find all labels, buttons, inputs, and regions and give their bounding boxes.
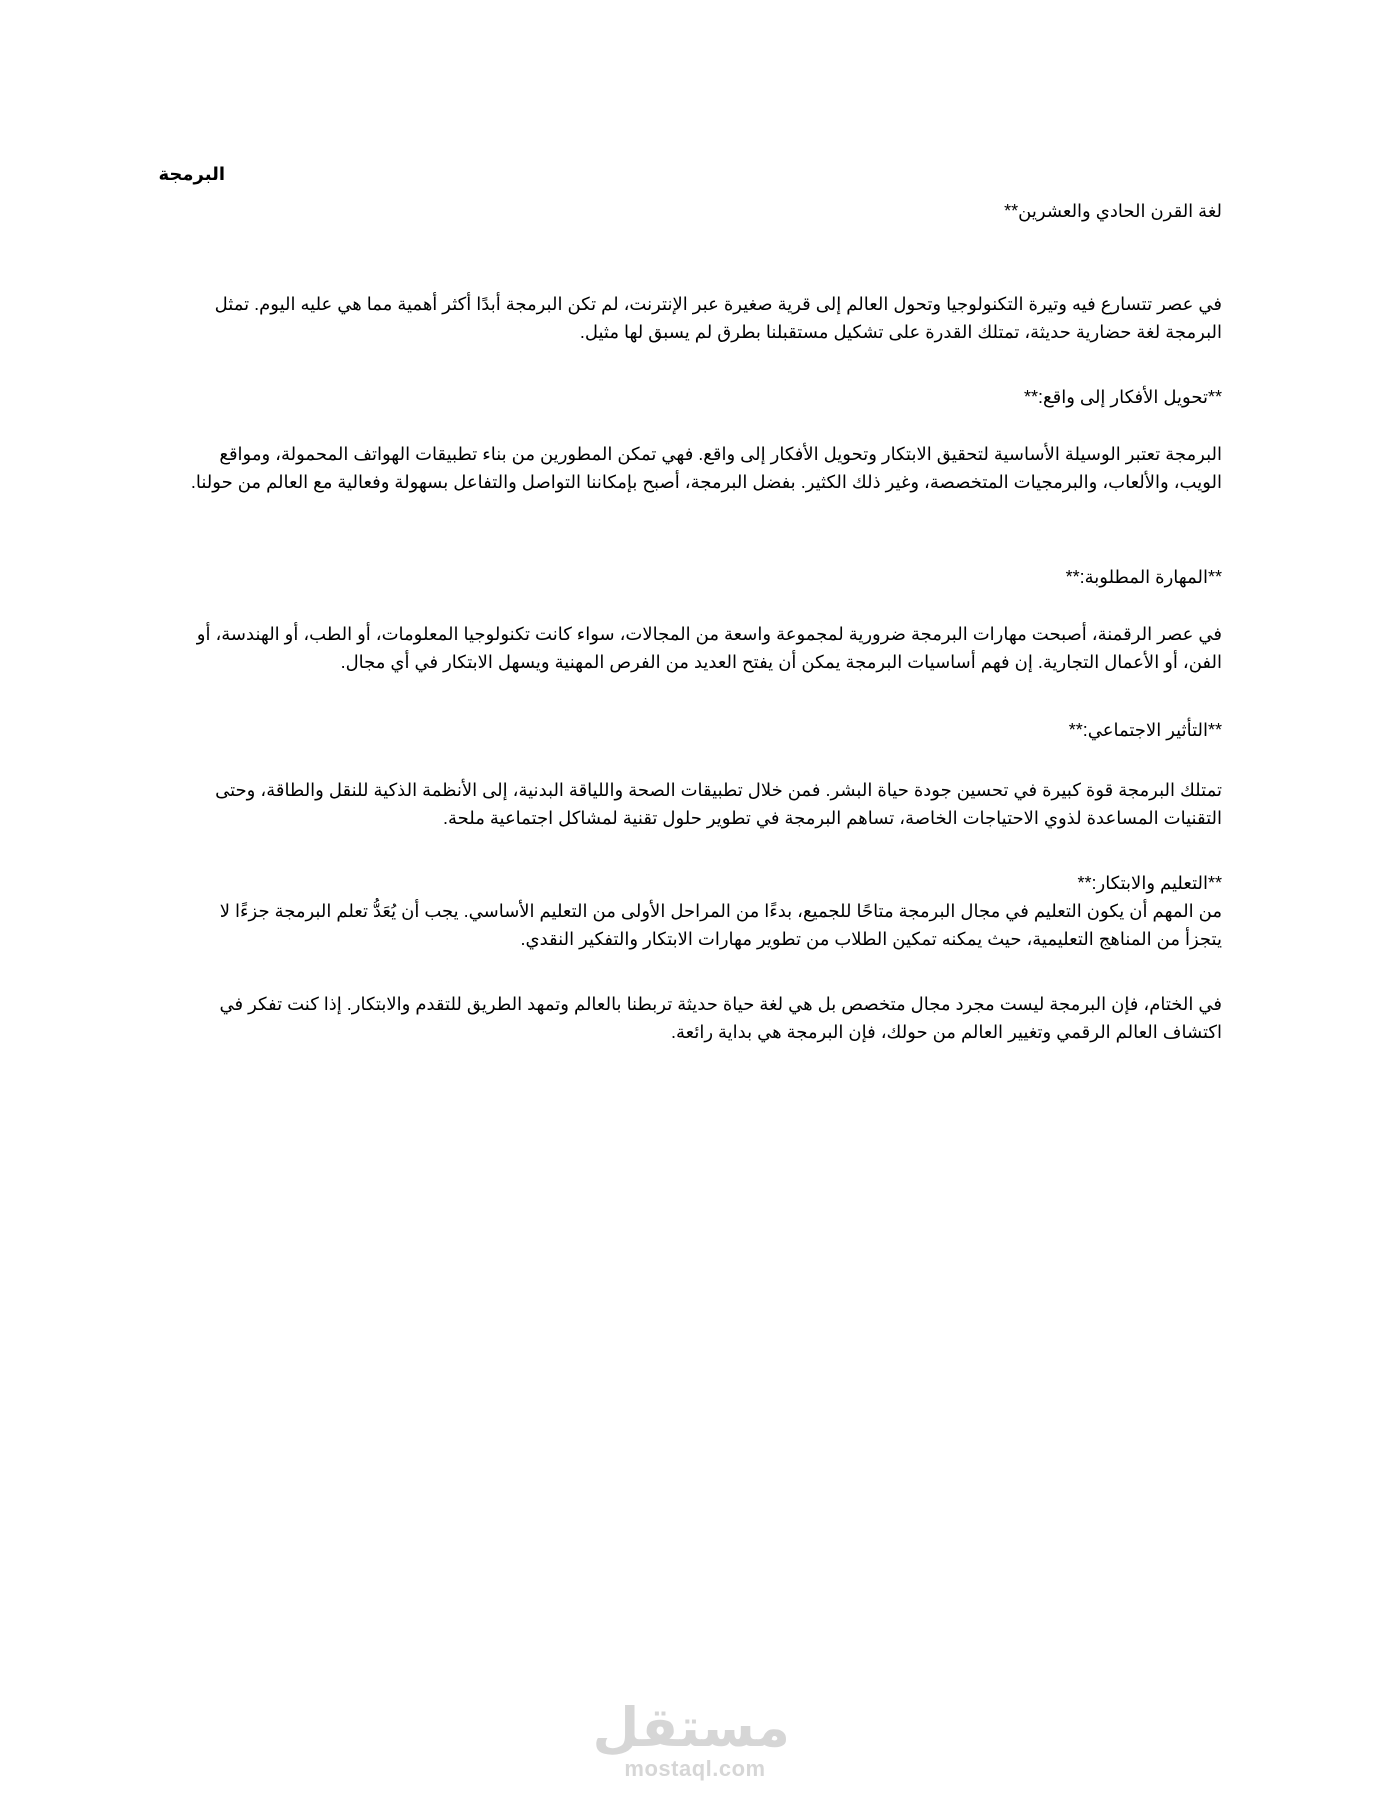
watermark-url: mostaql.com (624, 1756, 766, 1781)
section-heading-skill: **المهارة المطلوبة:** (1065, 567, 1222, 587)
watermark-logo-text: مستقل (592, 1696, 790, 1759)
mostaql-watermark (592, 1696, 790, 1782)
ideas-paragraph: البرمجة تعتبر الوسيلة الأساسية لتحقيق الابتكار وتحويل الأفكار إلى واقع. فهي تمكن المطورين من بناء تطبيقات الهواتف المحمولة، ومواقع الويب، والألعاب، والبرمجيات المتخصصة، وغير ذلك الكثير. بفضل البرمجة، أصبح بإمكاننا التواصل والتفاعل بسهولة وفعالية مع العالم من حولنا. (190, 444, 1222, 492)
social-paragraph: تمتلك البرمجة قوة كبيرة في تحسين جودة حياة البشر. فمن خلال تطبيقات الصحة واللياقة البدنية، إلى الأنظمة الذكية للنقل والطاقة، وحتى التقنيات المساعدة لذوي الاحتياجات الخاصة، تساهم البرمجة في تطوير حلول تقنية لمشاكل اجتماعية ملحة. (215, 780, 1222, 828)
intro-paragraph: في عصر تتسارع فيه وتيرة التكنولوجيا وتحول العالم إلى قرية صغيرة عبر الإنترنت، لم تكن البرمجة أبدًا أكثر أهمية مما هي عليه اليوم. تمثل البرمجة لغة حضارية حديثة، تمتلك القدرة على تشكيل مستقبلنا بطرق لم يسبق لها مثيل. (214, 294, 1222, 342)
subtitle-line: لغة القرن الحادي والعشرين** (1004, 201, 1222, 221)
education-paragraph: من المهم أن يكون التعليم في مجال البرمجة متاحًا للجميع، بدءًا من المراحل الأولى من التعليم الأساسي. يجب أن يُعَدُّ تعلم البرمجة جزءًا لا يتجزأ من المناهج التعليمية، حيث يمكنه تمكين الطلاب من تطوير مهارات الابتكار والتفكير النقدي. (219, 901, 1222, 949)
section-heading-ideas: **تحويل الأفكار إلى واقع:** (1024, 387, 1222, 407)
section-heading-social: **التأثير الاجتماعي:** (1068, 720, 1222, 740)
document-title: البرمجة (158, 164, 225, 184)
conclusion-paragraph: في الختام، فإن البرمجة ليست مجرد مجال متخصص بل هي لغة حياة حديثة تربطنا بالعالم وتمهد الطريق للتقدم والابتكار. إذا كنت تفكر في اكتشاف العالم الرقمي وتغيير العالم من حولك، فإن البرمجة هي بداية رائعة. (219, 994, 1222, 1042)
title-container (160, 164, 225, 185)
skill-paragraph: في عصر الرقمنة، أصبحت مهارات البرمجة ضرورية لمجموعة واسعة من المجالات، سواء كانت تكنولوجيا المعلومات، أو الطب، أو الهندسة، أو الفن، أو الأعمال التجارية. إن فهم أساسيات البرمجة يمكن أن يفتح العديد من الفرص المهنية ويسهل الابتكار في أي مجال. (196, 624, 1222, 672)
section-heading-education: **التعليم والابتكار:** (1077, 873, 1222, 893)
